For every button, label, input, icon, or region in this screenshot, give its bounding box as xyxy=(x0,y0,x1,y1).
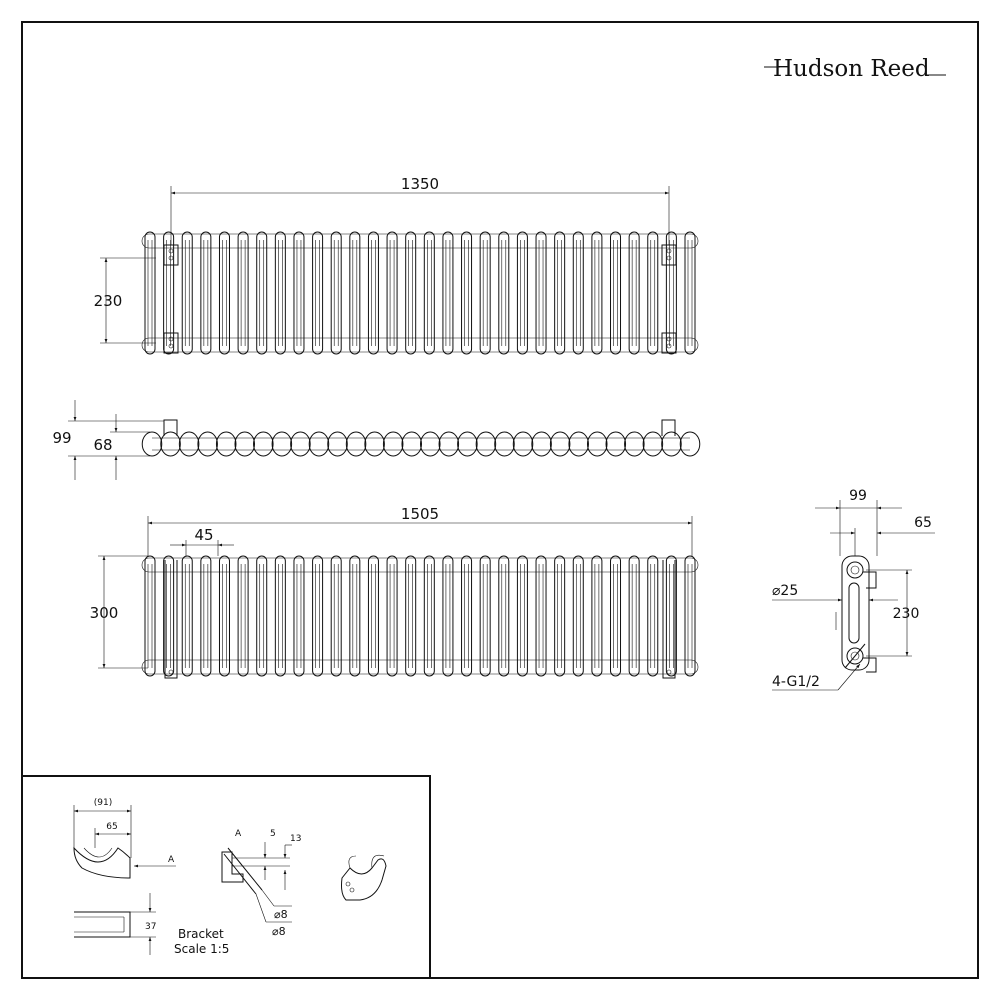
bracket-width-label: 65 xyxy=(106,822,118,832)
radiator-column xyxy=(592,556,602,676)
radiator-column xyxy=(387,556,397,676)
side-column-end xyxy=(513,432,533,456)
brand-logo xyxy=(764,56,946,82)
section-dim-a-label: 5 xyxy=(270,829,276,839)
bracket-overall-label: (91) xyxy=(93,798,113,808)
connection-label: 4-G1/2 xyxy=(772,674,820,690)
side-column-end xyxy=(625,432,645,456)
radiator-column xyxy=(238,232,248,354)
front-pitch-dimension xyxy=(170,526,234,556)
side-column-end xyxy=(328,432,348,456)
end-column-body xyxy=(842,556,869,670)
end-height-label: 230 xyxy=(892,606,920,622)
bracket-detail-panel xyxy=(22,776,430,978)
side-column-end xyxy=(458,432,478,456)
side-body-depth-label: 68 xyxy=(93,436,113,454)
side-column-end xyxy=(216,432,236,456)
side-column-end xyxy=(142,432,162,456)
radiator-column xyxy=(201,556,211,676)
radiator-column xyxy=(536,232,546,354)
radiator-column xyxy=(648,556,658,676)
top-width-dimension xyxy=(171,175,669,245)
top-view-columns xyxy=(142,232,698,354)
section-a-label: A xyxy=(235,829,242,839)
side-view xyxy=(52,400,699,480)
radiator-column xyxy=(257,556,267,676)
side-column-end xyxy=(179,432,199,456)
front-height-dimension xyxy=(90,556,148,668)
top-view xyxy=(94,175,698,354)
top-height-dimension xyxy=(94,258,156,343)
radiator-column xyxy=(611,232,621,354)
side-column-end xyxy=(309,432,329,456)
brand-name: Hudson Reed xyxy=(773,56,930,82)
radiator-column xyxy=(368,556,378,676)
radiator-column xyxy=(443,232,453,354)
radiator-column xyxy=(294,232,304,354)
side-column-end xyxy=(439,432,459,456)
side-column-end xyxy=(680,432,700,456)
sheet-border xyxy=(22,22,978,978)
front-pitch-label: 45 xyxy=(194,526,214,544)
bracket-scale: Scale 1:5 xyxy=(174,942,230,956)
radiator-column xyxy=(555,232,565,354)
radiator-column xyxy=(313,232,323,354)
radiator-column xyxy=(350,232,360,354)
top-left-brackets xyxy=(164,245,178,353)
radiator-column xyxy=(313,556,323,676)
side-column-end xyxy=(550,432,570,456)
side-column-end xyxy=(402,432,422,456)
radiator-column xyxy=(517,232,527,354)
section-dim-b-label: 13 xyxy=(290,834,302,844)
radiator-column xyxy=(666,232,676,354)
side-column-end xyxy=(235,432,255,456)
front-view-columns xyxy=(142,556,698,676)
hole-1-label: ⌀8 xyxy=(274,908,288,921)
radiator-column xyxy=(536,556,546,676)
bracket-lower-left xyxy=(164,333,178,353)
side-column-end xyxy=(421,432,441,456)
end-depth-label: 99 xyxy=(849,488,867,504)
radiator-column xyxy=(629,556,639,676)
radiator-column xyxy=(145,556,155,676)
radiator-column xyxy=(275,232,285,354)
bracket-lower-right xyxy=(662,333,676,353)
radiator-column xyxy=(164,232,174,354)
radiator-column xyxy=(387,232,397,354)
side-column-end xyxy=(532,432,552,456)
radiator-column xyxy=(480,232,490,354)
front-view xyxy=(90,505,698,678)
bracket-arrow-label: A xyxy=(168,855,175,865)
radiator-column xyxy=(350,556,360,676)
side-column-end xyxy=(365,432,385,456)
side-column-end xyxy=(198,432,218,456)
radiator-column xyxy=(592,232,602,354)
end-tube-dimension xyxy=(772,583,898,600)
top-width-label: 1350 xyxy=(400,175,440,193)
connection-leader xyxy=(772,644,865,690)
end-depth-dimension xyxy=(815,488,902,556)
bracket-title: Bracket xyxy=(178,927,224,941)
radiator-column xyxy=(406,232,416,354)
end-offset-label: 65 xyxy=(914,515,932,531)
radiator-column xyxy=(182,556,192,676)
radiator-column xyxy=(573,556,583,676)
side-column-end xyxy=(383,432,403,456)
radiator-column xyxy=(573,232,583,354)
radiator-column xyxy=(219,232,229,354)
side-column-end xyxy=(291,432,311,456)
radiator-column xyxy=(443,556,453,676)
end-height-dimension xyxy=(866,570,919,656)
upper-port xyxy=(847,562,863,578)
radiator-column xyxy=(685,556,695,676)
bracket-isometric-shape xyxy=(342,859,387,900)
radiator-column xyxy=(424,232,434,354)
side-column-end xyxy=(476,432,496,456)
radiator-column-headers xyxy=(142,234,698,352)
radiator-column xyxy=(331,556,341,676)
end-view xyxy=(772,488,935,690)
end-column-tube xyxy=(849,583,859,643)
side-view-columns xyxy=(142,432,700,456)
end-bracket-lower xyxy=(863,658,876,672)
radiator-column xyxy=(406,556,416,676)
radiator-column xyxy=(480,556,490,676)
side-column-end xyxy=(606,432,626,456)
end-offset-dimension xyxy=(830,515,935,556)
radiator-column xyxy=(462,232,472,354)
radiator-column xyxy=(257,232,267,354)
top-height-label: 230 xyxy=(93,292,123,310)
radiator-column xyxy=(611,556,621,676)
radiator-column xyxy=(685,232,695,354)
radiator-column xyxy=(499,232,509,354)
front-height-label: 300 xyxy=(89,604,119,622)
radiator-column xyxy=(499,556,509,676)
side-column-end xyxy=(495,432,515,456)
bracket-height-label: 37 xyxy=(145,922,157,932)
radiator-column xyxy=(238,556,248,676)
radiator-column xyxy=(145,232,155,354)
side-bracket-right xyxy=(662,420,675,436)
radiator-column xyxy=(275,556,285,676)
radiator-column xyxy=(555,556,565,676)
radiator-column xyxy=(424,556,434,676)
side-column-end xyxy=(254,432,274,456)
side-column-end xyxy=(569,432,589,456)
front-width-label: 1505 xyxy=(400,505,440,523)
radiator-column xyxy=(368,232,378,354)
side-column-end xyxy=(643,432,663,456)
radiator-column xyxy=(219,556,229,676)
end-tube-label: ⌀25 xyxy=(772,583,799,599)
side-column-end xyxy=(587,432,607,456)
radiator-column xyxy=(331,232,341,354)
bracket-profile-shape xyxy=(74,848,130,878)
bracket-section-a xyxy=(222,829,301,938)
side-total-depth-label: 99 xyxy=(52,429,72,447)
hole-2-label: ⌀8 xyxy=(272,925,286,938)
radiator-column xyxy=(648,232,658,354)
radiator-column xyxy=(517,556,527,676)
radiator-column-headers xyxy=(142,558,698,674)
front-width-dimension xyxy=(148,505,692,556)
radiator-column xyxy=(629,232,639,354)
radiator-column xyxy=(294,556,304,676)
bracket-plan-shape xyxy=(74,912,130,937)
radiator-column xyxy=(462,556,472,676)
radiator-column xyxy=(182,232,192,354)
top-right-brackets xyxy=(662,245,676,353)
side-column-end xyxy=(272,432,292,456)
side-column-end xyxy=(346,432,366,456)
bracket-plan xyxy=(74,893,156,955)
side-depth-dimension xyxy=(52,400,164,480)
radiator-column xyxy=(201,232,211,354)
side-column-end xyxy=(662,432,682,456)
section-a-shape xyxy=(222,852,243,882)
bracket-profile xyxy=(74,798,176,878)
bracket-isometric xyxy=(342,855,387,900)
